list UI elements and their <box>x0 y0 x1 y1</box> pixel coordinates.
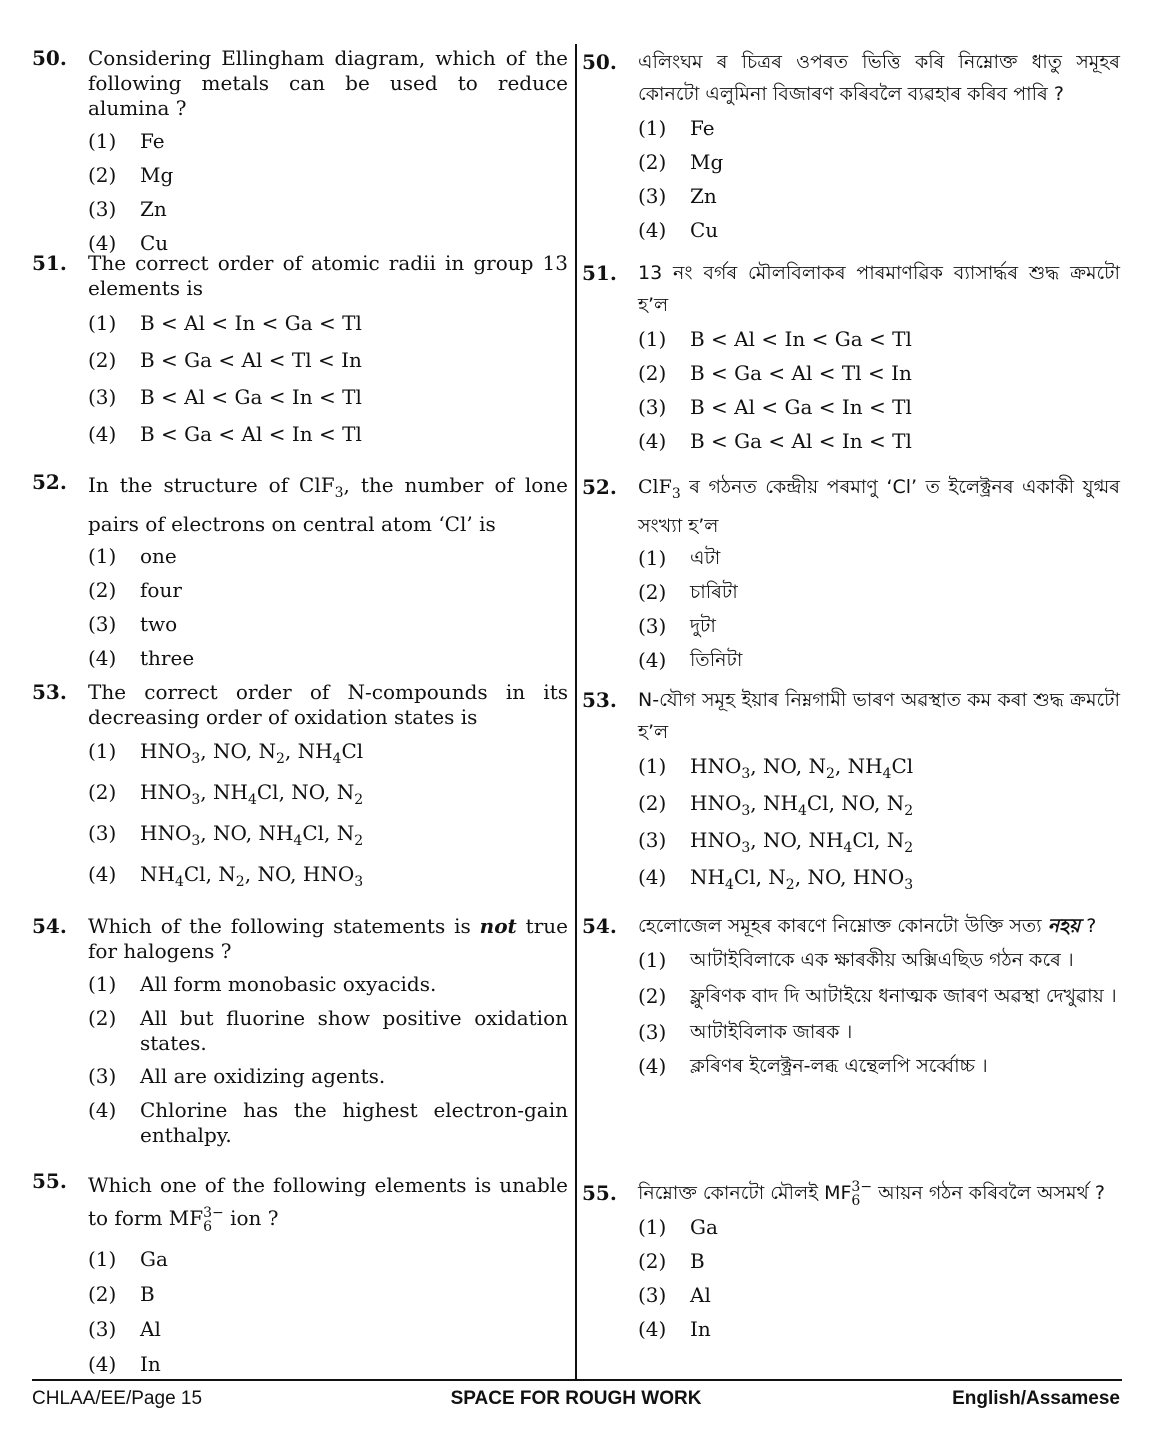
question-54-en <box>32 914 568 1148</box>
question-53-as <box>582 684 1120 902</box>
question-number: 51. <box>32 251 67 275</box>
option: (1) Fe <box>88 129 165 153</box>
question-50-en <box>32 46 568 265</box>
question-55-en <box>32 1169 568 1387</box>
question-text: The correct order of N-compounds in its decreasing order of oxidation states is <box>88 680 568 729</box>
question-50-as <box>582 46 1120 252</box>
option: (1) Fe <box>638 116 715 140</box>
option: (1) Ga <box>88 1247 168 1271</box>
question-text: The correct order of atomic radii in group 13 elements is <box>88 251 568 300</box>
question-55-as <box>582 1177 1120 1351</box>
question-text: এলিংঘম ৰ চিত্ৰৰ ওপৰত ভিত্তি কৰি নিম্নোক্ত ধাতু সমূহৰ কোনটো এলুমিনা বিজাৰণ কৰিবলৈ ব্যৱহাৰ কৰিব পাৰি ? <box>638 51 1120 105</box>
option: (2) B < Ga < Al < Tl < In <box>638 361 912 385</box>
option: (3) $HNO_3$, NO, $NH_4Cl$, $N_2$ <box>88 821 364 849</box>
option: (1) $HNO_3$, NO, $N_2$, $NH_4Cl$ <box>638 754 914 782</box>
option: (3) All are oxidizing agents. <box>88 1064 386 1088</box>
question-text: Which one of the following elements is unable to form MF 3− 6 ion ? <box>88 1173 568 1235</box>
option: (4) ক্লৰিণৰ ইলেক্ট্ৰন-লব্ধ এন্থেলপি সৰ্ব্বোচ্চ । <box>638 1054 988 1078</box>
option: (3) দুটা <box>638 613 716 638</box>
option: (2) Mg <box>88 163 174 187</box>
question-number: 55. <box>582 1181 617 1205</box>
question-text: ClF$_3$ ৰ গঠনত কেন্দ্ৰীয় পৰমাণু ‘Cl’ ত ইলেক্ট্ৰনৰ একাকী যুগ্মৰ সংখ্যা হ’ল <box>638 476 1120 537</box>
option: (4) B < Ga < Al < In < Tl <box>88 422 362 446</box>
question-number: 50. <box>32 46 67 70</box>
question-51-as <box>582 257 1120 463</box>
option: (3) Zn <box>638 184 717 208</box>
option: (2) $HNO_3$, $NH_4Cl$, NO, $N_2$ <box>638 791 914 819</box>
option: (1) Ga <box>638 1215 718 1239</box>
rough-work-label: SPACE FOR ROUGH WORK <box>450 1388 702 1409</box>
question-52-en <box>32 470 568 680</box>
option: (3) B < Al < Ga < In < Tl <box>88 385 362 409</box>
option: (4) $NH_4Cl$, $N_2$, NO, $HNO_3$ <box>638 865 914 893</box>
option: (4) B < Ga < Al < In < Tl <box>638 429 912 453</box>
option: (2) $HNO_3$, $NH_4Cl$, NO, $N_2$ <box>88 780 364 808</box>
option: (3) Al <box>638 1283 711 1307</box>
option: (2) B <box>638 1249 705 1273</box>
option: (1) $HNO_3$, NO, $N_2$, $NH_4Cl$ <box>88 739 364 767</box>
assamese-column <box>582 44 1120 1379</box>
option: (3) Zn <box>88 197 167 221</box>
option: (4) In <box>638 1317 711 1341</box>
option: (4) Cu <box>638 218 719 242</box>
option: (4) $NH_4Cl$, $N_2$, NO, $HNO_3$ <box>88 862 364 890</box>
english-column <box>32 44 568 1379</box>
option: (1) B < Al < In < Ga < Tl <box>88 311 362 335</box>
question-number: 53. <box>32 680 67 704</box>
option: (3) Al <box>88 1317 161 1341</box>
question-number: 54. <box>32 914 67 938</box>
question-number: 55. <box>32 1169 67 1193</box>
question-number: 51. <box>582 261 617 285</box>
question-number: 53. <box>582 688 617 712</box>
question-text: নিম্নোক্ত কোনটো মৌলই MF 3− 6 আয়ন গঠন কৰিবলৈ অসমৰ্থ ? <box>638 1178 1105 1209</box>
option: (2) B <box>88 1282 155 1306</box>
question-53-en <box>32 680 568 903</box>
question-text: Considering Ellingham diagram, which of the following metals can be used to reduce alumina ? <box>88 46 568 120</box>
question-text: Which of the following statements is not true for halogens ? <box>88 914 568 963</box>
page-code: CHLAA/EE/Page 15 <box>32 1388 203 1409</box>
question-text: 13 নং বৰ্গৰ মৌলবিলাকৰ পাৰমাণৱিক ব্যাসাৰ্দ্ধৰ শুদ্ধ ক্ৰমটো হ’ল <box>638 262 1120 316</box>
option: (4) Chlorine has the highest electron-gain enthalpy. <box>88 1098 568 1147</box>
question-text: N-যৌগ সমূহ ইয়াৰ নিম্নগামী ভাৰণ অৱস্থাত কম কৰা শুদ্ধ ক্ৰমটো হ’ল <box>638 689 1120 743</box>
question-51-en <box>32 251 568 459</box>
option: (1) All form monobasic oxyacids. <box>88 972 437 996</box>
option: (3) $HNO_3$, NO, $NH_4Cl$, $N_2$ <box>638 828 914 856</box>
option: (1) B < Al < In < Ga < Tl <box>638 327 912 351</box>
option: (3) B < Al < Ga < In < Tl <box>638 395 912 419</box>
option: (1) এটা <box>638 545 721 570</box>
question-number: 50. <box>582 50 617 74</box>
option: (2) four <box>88 578 182 602</box>
option: (3) আটাইবিলাক জাৰক । <box>638 1020 853 1044</box>
question-number: 52. <box>32 470 67 494</box>
option: (3) two <box>88 612 178 636</box>
column-divider <box>575 44 577 1379</box>
footer-rule <box>32 1379 1122 1381</box>
question-number: 54. <box>582 914 617 938</box>
option: (2) চাৰিটা <box>638 579 738 604</box>
option: (4) three <box>88 646 195 670</box>
option: (2) Mg <box>638 150 724 174</box>
option: (2) B < Ga < Al < Tl < In <box>88 348 362 372</box>
question-text: In the structure of ClF$_3$, the number of lone pairs of electrons on central atom ‘Cl’ is <box>88 473 568 536</box>
language-label: English/Assamese <box>952 1388 1120 1409</box>
option: (1) আটাইবিলাকে এক ক্ষাৰকীয় অক্সিএছিড গঠন কৰে । <box>638 948 1074 972</box>
option: (4) তিনিটা <box>638 647 743 672</box>
option: (2) All but fluorine show positive oxidation states. <box>88 1006 568 1055</box>
option: (2) ফ্লুৰিণক বাদ দি আটাইয়ে ধনাত্মক জাৰণ অৱস্থা দেখুৱায় । <box>638 984 1117 1008</box>
question-text: হেলোজেল সমূহৰ কাৰণে নিম্নোক্ত কোনটো উক্তি সত্য নহয় ? <box>638 915 1097 937</box>
question-52-as <box>582 471 1120 682</box>
question-54-as <box>582 910 1120 1080</box>
option: (1) one <box>88 544 177 568</box>
option: (4) Cu <box>88 231 169 255</box>
option: (4) In <box>88 1352 161 1376</box>
question-number: 52. <box>582 475 617 499</box>
